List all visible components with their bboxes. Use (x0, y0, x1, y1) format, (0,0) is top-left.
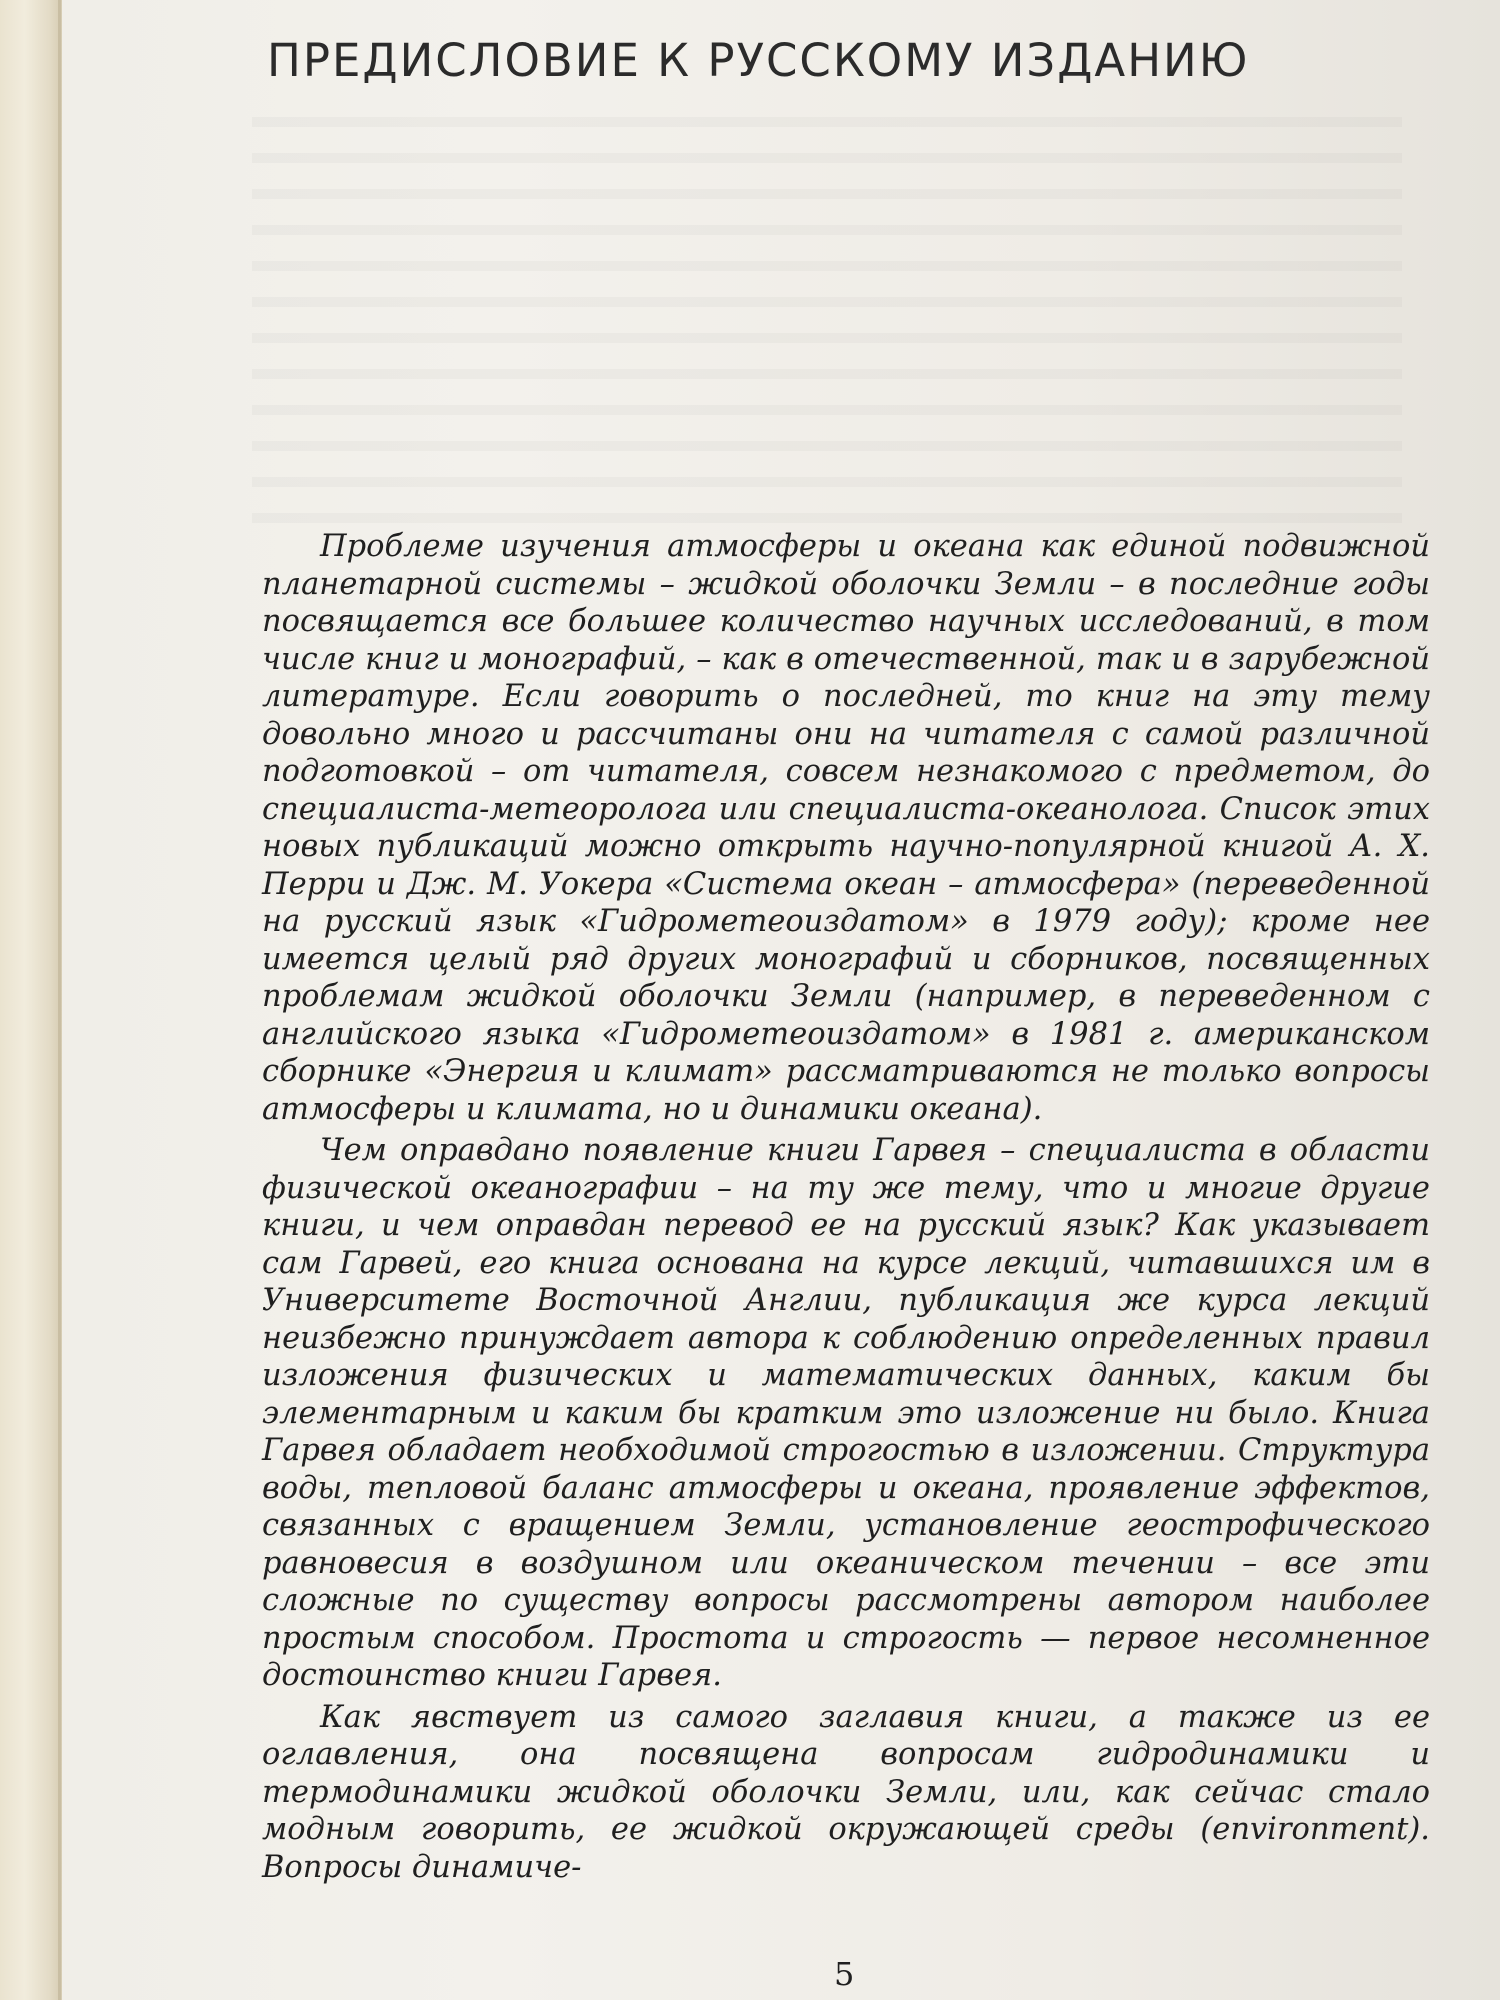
paragraph-1: Проблеме изучения атмосферы и океана как единой подвижной планетарной системы – жидкой оболочки Земли – в последние годы посвящается все большее количество научных исследований, в том числе книг и монографий, – как в отечественной, так и в зарубежной литературе. Если говорить о последней, то книг на эту тему довольно много и рассчитаны они на читателя с самой различной подготовкой – от читателя, совсем незнакомого с предметом, до специалиста-метеоролога или специалиста-океанолога. Список этих новых публикаций можно открыть научно-популярной книгой А. Х. Перри и Дж. М. Уокера «Система океан – атмосфера» (переведенной на русский язык «Гидрометеоиздатом» в 1979 году); кроме нее имеется целый ряд других монографий и сборников, посвященных проблемам жидкой оболочки Земли (например, в переведенном с английского языка «Гидрометеоиздатом» в 1981 г. американском сборнике «Энергия и климат» рассматриваются не только вопросы атмосферы и климата, но и динамики океана). (262, 529, 1430, 1127)
book-page (62, 0, 1500, 2000)
page-body (262, 528, 1430, 1890)
page-gutter (58, 0, 61, 2000)
show-through-text-area (252, 95, 1402, 525)
paragraph-2: Чем оправдано появление книги Гарвея – специалиста в области физической океанографии – на ту же тему, что и многие другие книги, и чем оправдан перевод ее на русский язык? Как указывает сам Гарвей, его книга основана на курсе лекций, читавшихся им в Университете Восточной Англии, публикация же курса лекций неизбежно принуждает автора к соблюдению определенных правил изложения физических и математических данных, каким бы элементарным и каким бы кратким это изложение ни было. Книга Гарвея обладает необходимой строгостью в изложении. Структура воды, тепловой баланс атмосферы и океана, проявление эффектов, связанных с вращением Земли, установление геострофического равновесия в воздушном или океаническом течении – все эти сложные по существу вопросы рассмотрены автором наиболее простым способом. Простота и строгость — первое несомненное достоинство книги Гарвея. (262, 1133, 1430, 1693)
paragraph-3: Как явствует из самого заглавия книги, а также из ее оглавления, она посвящена вопросам гидродинамики и термодинамики жидкой оболочки Земли, или, как сейчас стало модным говорить, ее жидкой окружающей среды (environment). Вопросы динамиче- (262, 1699, 1430, 1885)
page-title: ПРЕДИСЛОВИЕ К РУССКОМУ ИЗДАНИЮ (267, 34, 1250, 87)
book-left-edge (0, 0, 62, 2000)
page-number: 5 (834, 1955, 855, 1993)
